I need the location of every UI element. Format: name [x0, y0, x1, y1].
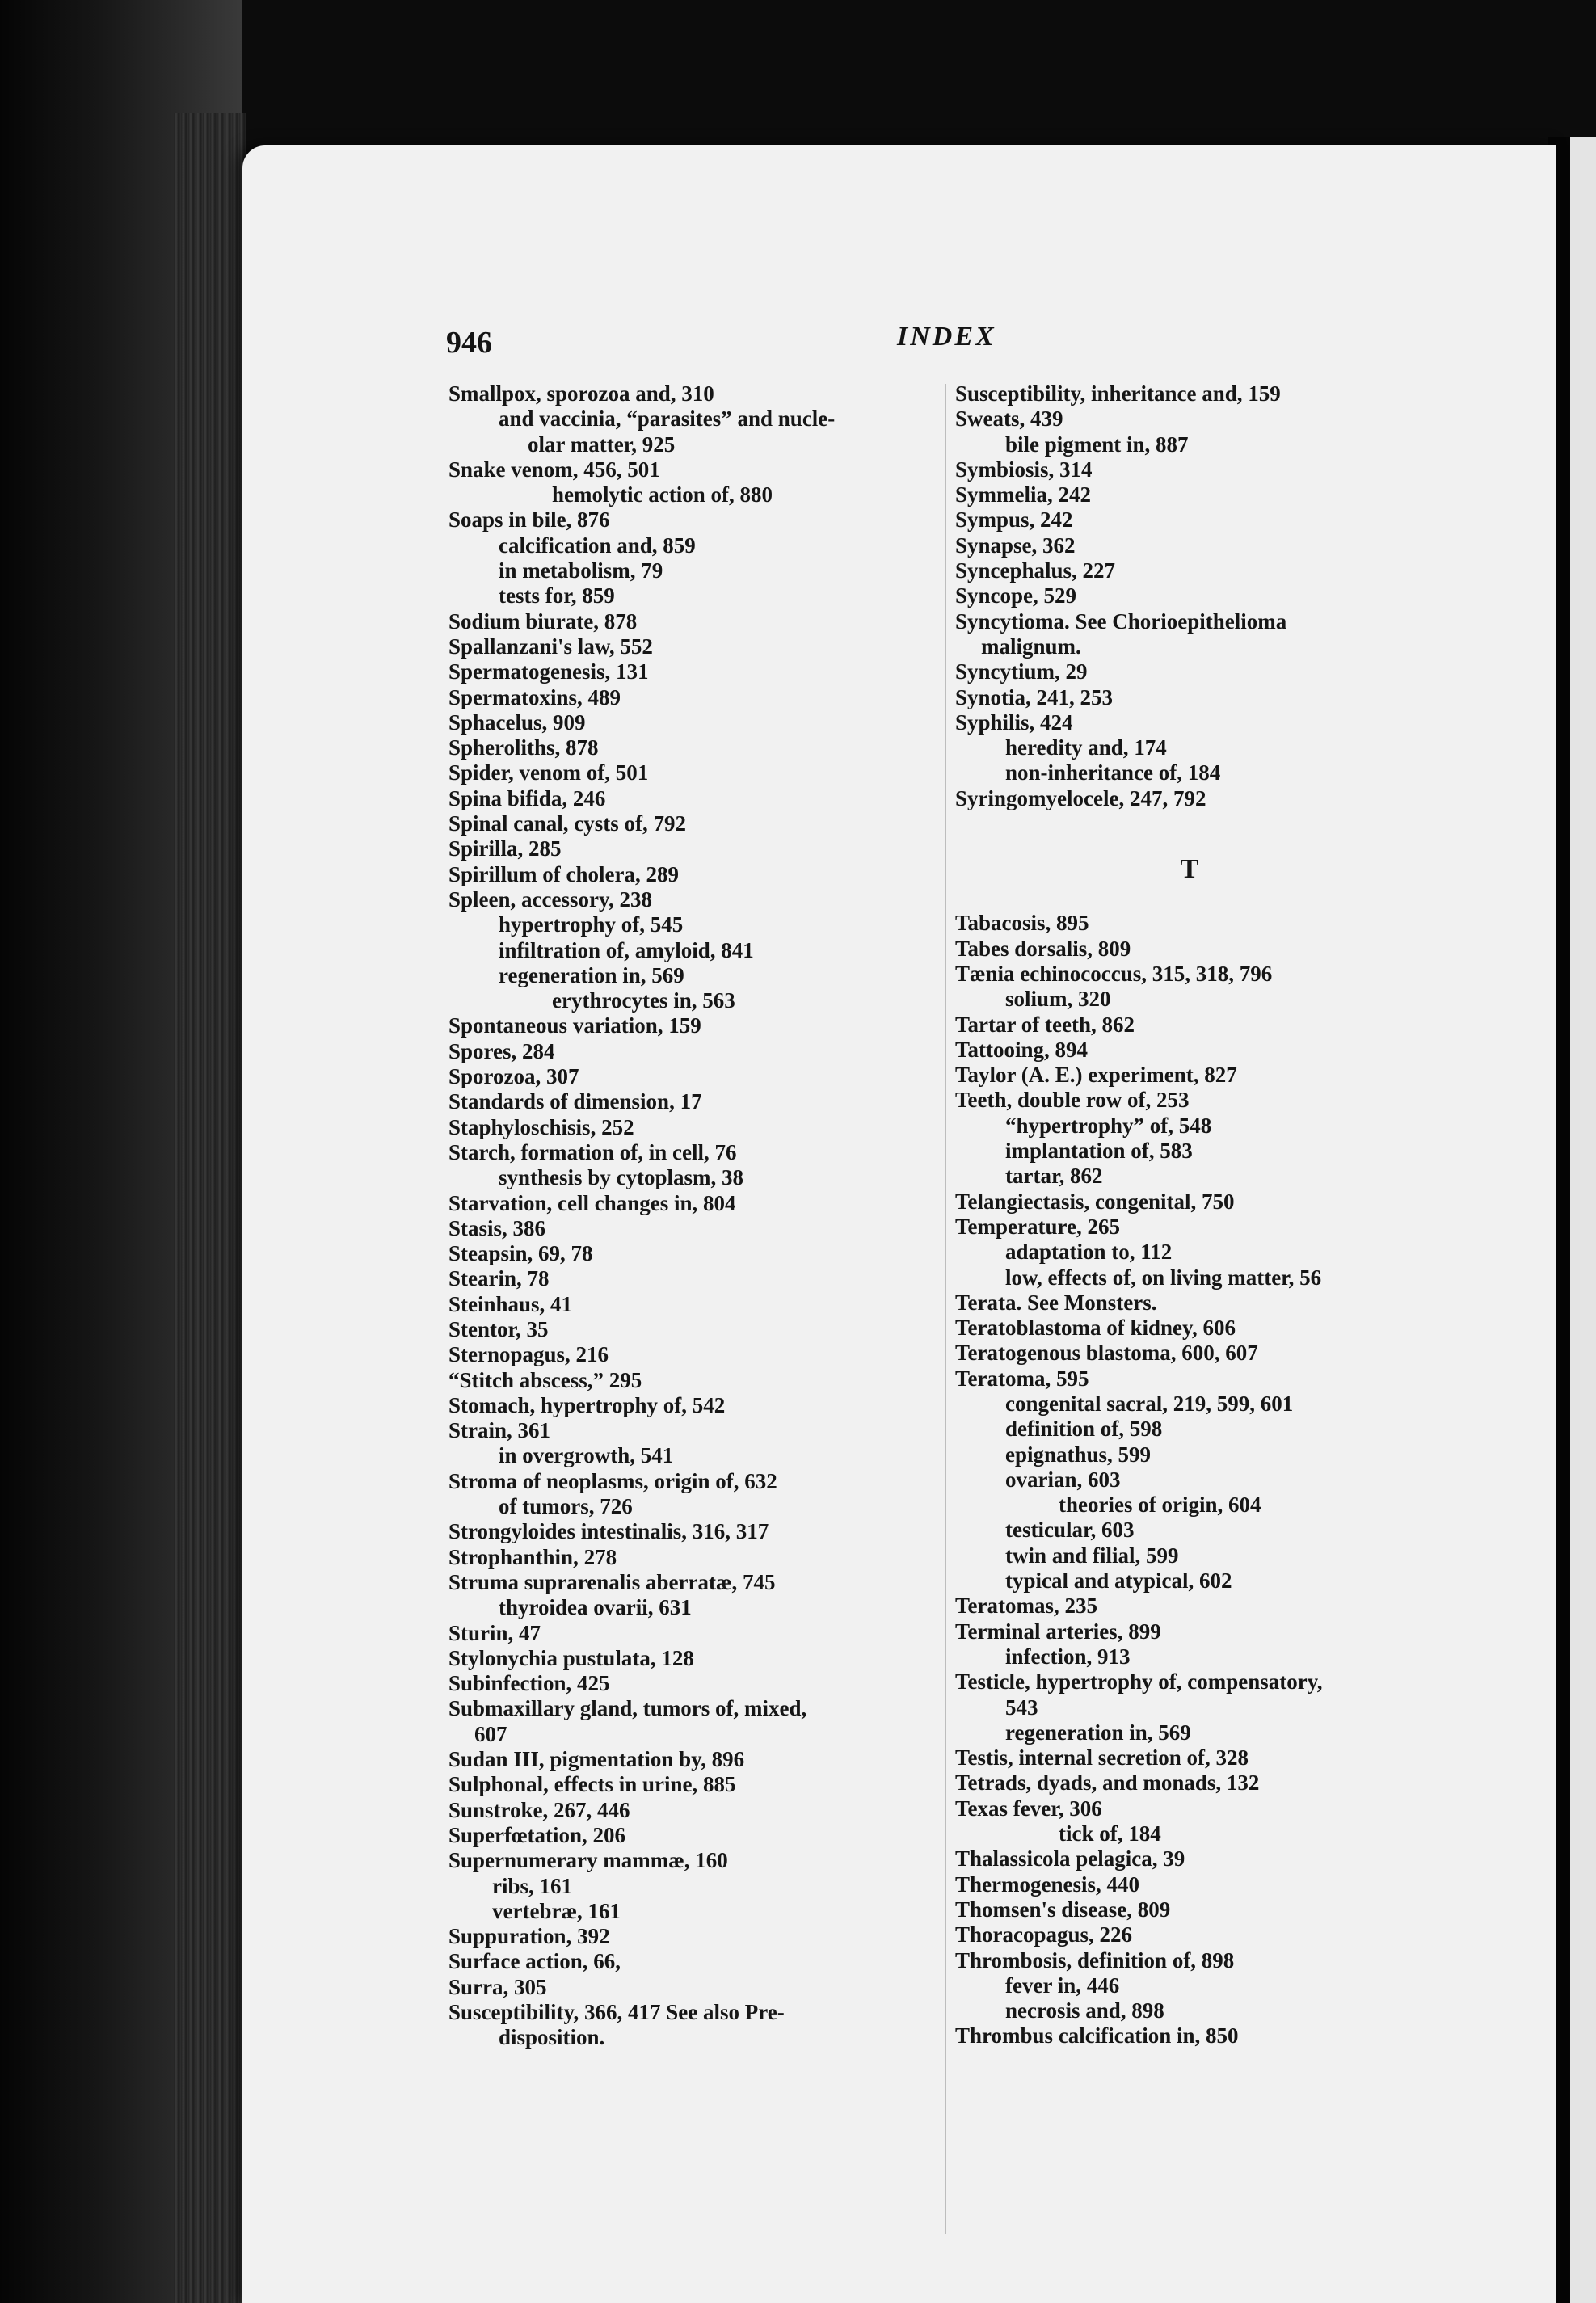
- index-entry: Tænia echinococcus, 315, 318, 796: [955, 961, 1273, 986]
- index-entry: Soaps in bile, 876: [448, 507, 610, 533]
- index-entry: Spirilla, 285: [448, 836, 562, 861]
- index-entry: Thrombus calcification in, 850: [955, 2023, 1239, 2048]
- index-subentry: tick of, 184: [1059, 1821, 1161, 1846]
- running-head: INDEX: [897, 322, 996, 352]
- index-subentry: low, effects of, on living matter, 56: [1005, 1265, 1322, 1290]
- section-letter: T: [1180, 854, 1199, 885]
- index-entries-s: [955, 381, 1521, 811]
- index-subentry: thyroidea ovarii, 631: [499, 1595, 692, 1620]
- index-subentry: regeneration in, 569: [1005, 1720, 1191, 1745]
- index-entry: Synapse, 362: [955, 533, 1076, 558]
- index-entry: Starch, formation of, in cell, 76: [448, 1139, 737, 1164]
- index-entry: Stroma of neoplasms, origin of, 632: [448, 1468, 777, 1493]
- index-entry: Temperature, 265: [955, 1214, 1120, 1239]
- index-entry: Spleen, accessory, 238: [448, 886, 652, 912]
- index-entry: Syncytioma. See Chorioepithelioma: [955, 608, 1287, 634]
- index-subentry: testicular, 603: [1005, 1518, 1135, 1543]
- index-subentry: hypertrophy of, 545: [499, 912, 684, 937]
- index-subentry: disposition.: [499, 2025, 605, 2050]
- index-entry: Starvation, cell changes in, 804: [448, 1190, 736, 1215]
- index-entry: Stentor, 35: [448, 1316, 549, 1341]
- index-entry: Texas fever, 306: [955, 1796, 1102, 1821]
- index-entry: Staphyloschisis, 252: [448, 1114, 634, 1139]
- index-entry: Spirillum of cholera, 289: [448, 861, 679, 886]
- index-entry: Spheroliths, 878: [448, 735, 599, 760]
- index-entry: Strain, 361: [448, 1418, 551, 1443]
- index-entry: Stomach, hypertrophy of, 542: [448, 1392, 726, 1417]
- index-entry: Thoracopagus, 226: [955, 1922, 1133, 1947]
- index-entry: Testicle, hypertrophy of, compensatory,: [955, 1669, 1323, 1695]
- index-entry: Stasis, 386: [448, 1215, 546, 1240]
- facing-page-edge: [1570, 137, 1596, 2303]
- index-subentry: in metabolism, 79: [499, 558, 663, 583]
- index-entry: Spallanzani's law, 552: [448, 634, 653, 659]
- index-subentry: infection, 913: [1005, 1644, 1131, 1669]
- index-subentry: heredity and, 174: [1005, 735, 1167, 760]
- index-subentry: and vaccinia, “parasites” and nucle-: [499, 406, 836, 432]
- index-subentry: 607: [474, 1721, 507, 1746]
- index-subentry: necrosis and, 898: [1005, 1998, 1164, 2023]
- index-subentry: ovarian, 603: [1005, 1467, 1121, 1492]
- index-entry: Teratoblastoma of kidney, 606: [955, 1316, 1236, 1341]
- index-entry: Thrombosis, definition of, 898: [955, 1947, 1235, 1972]
- index-entry: Spores, 284: [448, 1038, 555, 1063]
- index-subentry: twin and filial, 599: [1005, 1543, 1179, 1568]
- index-entry: Testis, internal secretion of, 328: [955, 1745, 1249, 1770]
- index-entry: Sodium biurate, 878: [448, 608, 638, 634]
- index-entry: Teeth, double row of, 253: [955, 1088, 1190, 1113]
- index-entry: Tabacosis, 895: [955, 911, 1089, 936]
- index-subentry: hemolytic action of, 880: [552, 482, 773, 507]
- index-subentry: implantation of, 583: [1005, 1139, 1193, 1164]
- index-entry: Superfœtation, 206: [448, 1822, 626, 1847]
- index-subentry: congenital sacral, 219, 599, 601: [1005, 1391, 1294, 1416]
- index-subentry: erythrocytes in, 563: [552, 988, 735, 1013]
- index-entry: Susceptibility, 366, 417 See also Pre-: [448, 2000, 785, 2024]
- index-subentry: of tumors, 726: [499, 1494, 633, 1519]
- index-entry: Standards of dimension, 17: [448, 1089, 702, 1114]
- index-entry: Tattooing, 894: [955, 1037, 1089, 1062]
- index-entry: Syncephalus, 227: [955, 558, 1116, 583]
- index-subentry: solium, 320: [1005, 987, 1111, 1012]
- index-entry: “Stitch abscess,” 295: [448, 1367, 642, 1392]
- index-entry: Strongyloides intestinalis, 316, 317: [448, 1519, 769, 1544]
- index-column-right: [955, 381, 1521, 2049]
- index-subentry: epignathus, 599: [1005, 1442, 1152, 1467]
- index-entry: Tetrads, dyads, and monads, 132: [955, 1770, 1260, 1796]
- index-entry: Teratogenous blastoma, 600, 607: [955, 1341, 1258, 1366]
- page-number: 946: [446, 326, 492, 360]
- index-entry: Sphacelus, 909: [448, 709, 586, 735]
- index-entry: Surra, 305: [448, 1974, 547, 1999]
- index-entry: Steapsin, 69, 78: [448, 1241, 593, 1266]
- index-subentry: “hypertrophy” of, 548: [1005, 1113, 1212, 1138]
- index-entry: Syringomyelocele, 247, 792: [955, 785, 1206, 810]
- index-subentry: regeneration in, 569: [499, 962, 684, 987]
- index-entry: Telangiectasis, congenital, 750: [955, 1189, 1235, 1214]
- index-entry: Thomsen's disease, 809: [955, 1897, 1171, 1922]
- index-entry: Spermatoxins, 489: [448, 684, 621, 709]
- index-subentry: vertebræ, 161: [492, 1898, 621, 1923]
- index-entry: Terminal arteries, 899: [955, 1619, 1161, 1644]
- index-entry: Sulphonal, effects in urine, 885: [448, 1772, 736, 1797]
- index-entry: Thalassicola pelagica, 39: [955, 1846, 1185, 1871]
- index-subentry: synthesis by cytoplasm, 38: [499, 1165, 744, 1190]
- index-subentry: typical and atypical, 602: [1005, 1568, 1232, 1594]
- index-subentry: olar matter, 925: [528, 432, 676, 457]
- index-entry: Sporozoa, 307: [448, 1064, 579, 1089]
- index-entry: Taylor (A. E.) experiment, 827: [955, 1063, 1237, 1088]
- index-entry: Synotia, 241, 253: [955, 684, 1114, 709]
- index-subentry: tests for, 859: [499, 583, 615, 608]
- index-entry: Strophanthin, 278: [448, 1544, 617, 1569]
- index-entry: Suppuration, 392: [448, 1924, 610, 1949]
- index-entry: Snake venom, 456, 501: [448, 457, 660, 482]
- index-entry: Spontaneous variation, 159: [448, 1013, 701, 1038]
- index-entry: Syncytium, 29: [955, 659, 1088, 684]
- column-divider: [945, 384, 946, 2234]
- index-subentry: fever in, 446: [1005, 1972, 1120, 1998]
- index-entry: Terata. See Monsters.: [955, 1290, 1157, 1315]
- book-spine-edge: [174, 113, 246, 2303]
- index-entry: Symbiosis, 314: [955, 457, 1093, 482]
- index-entry: Sweats, 439: [955, 406, 1063, 432]
- index-entry: Symmelia, 242: [955, 482, 1091, 507]
- index-entry: Tartar of teeth, 862: [955, 1012, 1135, 1037]
- index-entry: Sympus, 242: [955, 507, 1073, 533]
- index-entry: Subinfection, 425: [448, 1671, 610, 1696]
- index-subentry: ribs, 161: [492, 1873, 573, 1898]
- index-entry: Spider, venom of, 501: [448, 760, 649, 785]
- index-subentry: non-inheritance of, 184: [1005, 760, 1221, 785]
- index-entry: Spina bifida, 246: [448, 785, 606, 810]
- index-page: [242, 145, 1556, 2303]
- index-entry: Teratomas, 235: [955, 1594, 1097, 1619]
- index-entry: Teratoma, 595: [955, 1366, 1089, 1391]
- index-entry: Sunstroke, 267, 446: [448, 1797, 630, 1822]
- index-subentry: adaptation to, 112: [1005, 1240, 1173, 1265]
- index-subentry: tartar, 862: [1005, 1164, 1103, 1189]
- index-column-left: [448, 381, 958, 2051]
- index-entry: Struma suprarenalis aberratæ, 745: [448, 1569, 776, 1594]
- index-entry: Surface action, 66,: [448, 1949, 621, 1974]
- index-entry: Smallpox, sporozoa and, 310: [448, 381, 714, 406]
- index-subentry: definition of, 598: [1005, 1417, 1163, 1442]
- index-entry: Stearin, 78: [448, 1266, 550, 1291]
- index-entry: Sternopagus, 216: [448, 1342, 609, 1367]
- index-entry: Tabes dorsalis, 809: [955, 936, 1131, 961]
- index-entry: Steinhaus, 41: [448, 1291, 573, 1316]
- index-subentry: malignum.: [981, 634, 1081, 659]
- index-entry: Sturin, 47: [448, 1620, 541, 1645]
- index-entry: Spermatogenesis, 131: [448, 659, 649, 684]
- index-entry: Submaxillary gland, tumors of, mixed,: [448, 1696, 807, 1721]
- index-entry: Susceptibility, inheritance and, 159: [955, 381, 1281, 406]
- index-subentry: 543: [1005, 1695, 1038, 1720]
- index-subentry: bile pigment in, 887: [1005, 432, 1189, 457]
- index-entry: Syncope, 529: [955, 583, 1077, 608]
- index-subentry: infiltration of, amyloid, 841: [499, 937, 754, 962]
- index-entry: Syphilis, 424: [955, 709, 1073, 735]
- index-entry: Spinal canal, cysts of, 792: [448, 811, 687, 836]
- index-entry: Supernumerary mammæ, 160: [448, 1848, 728, 1873]
- index-subentry: calcification and, 859: [499, 533, 696, 558]
- index-subentry: in overgrowth, 541: [499, 1443, 674, 1468]
- index-entry: Stylonychia pustulata, 128: [448, 1645, 694, 1670]
- index-entry: Thermogenesis, 440: [955, 1871, 1139, 1897]
- index-entries-t: [955, 911, 1521, 2048]
- index-subentry: theories of origin, 604: [1059, 1493, 1261, 1518]
- index-entry: Sudan III, pigmentation by, 896: [448, 1747, 745, 1772]
